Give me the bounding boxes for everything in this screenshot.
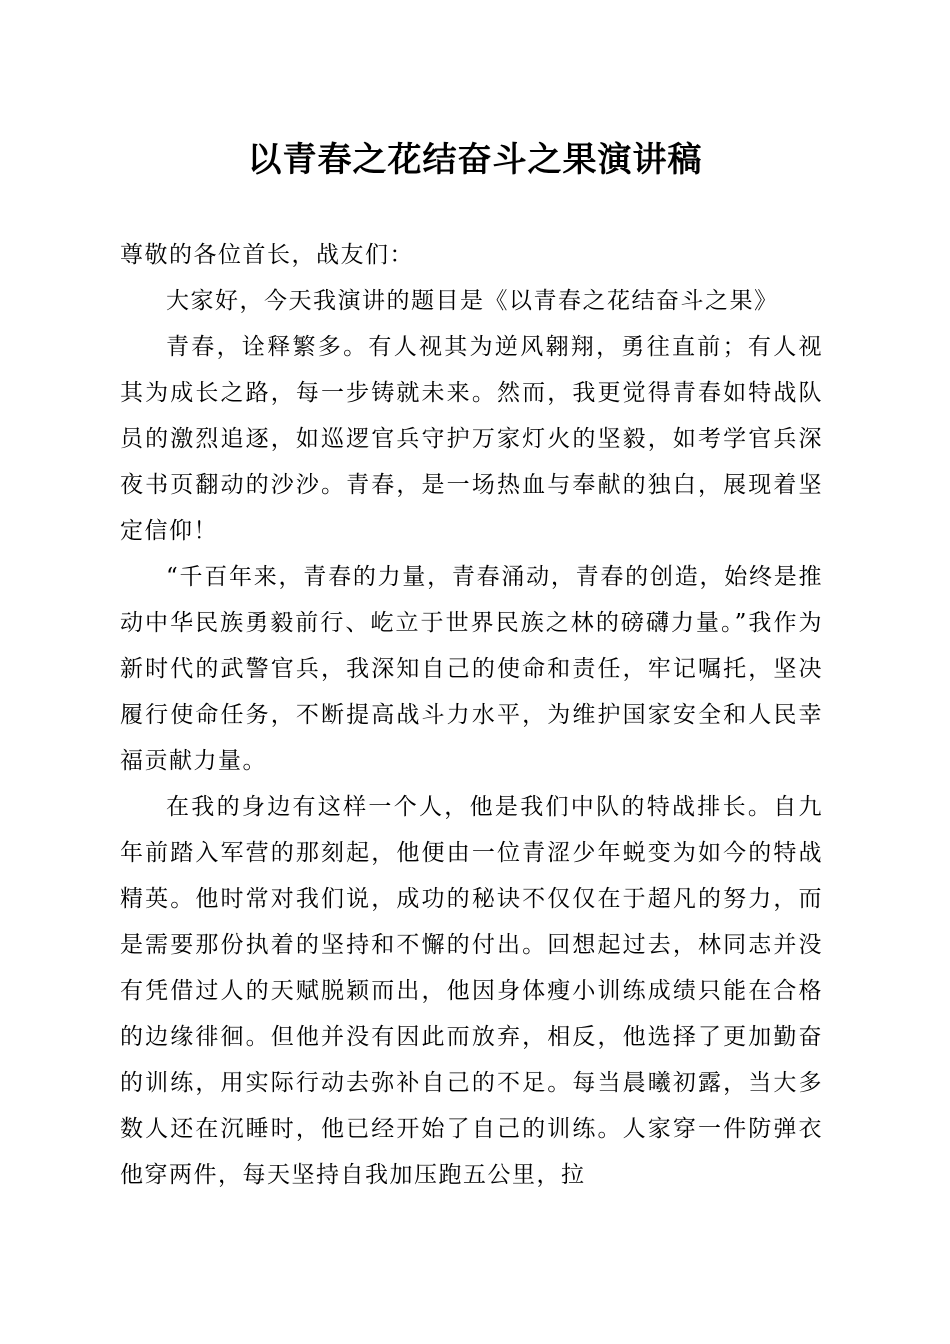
paragraph: 大家好，今天我演讲的题目是《以青春之花结奋斗之果》: [166, 288, 779, 314]
document-body: [120, 232, 823, 1198]
paragraph: “千百年来，青春的力量，青春涌动，青春的创造，始终是推动中华民族勇毅前行、屹立于世界民族之林的磅礴力量。”我作为新时代的武警官兵，我深知自己的使命和责任，牢记嘱托，坚决履行使命任务，不断提高战斗力水平，为维护国家安全和人民幸福贡献力量。: [120, 564, 823, 774]
document-title: 以青春之花结奋斗之果演讲稿: [247, 140, 703, 180]
salutation: 尊敬的各位首长，战友们：: [120, 242, 414, 268]
paragraph: 在我的身边有这样一个人，他是我们中队的特战排长。自九年前踏入军营的那刻起，他便由一位青涩少年蜕变为如今的特战精英。他时常对我们说，成功的秘诀不仅仅在于超凡的努力，而是需要那份执着的坚持和不懈的付出。回想起过去，林同志并没有凭借过人的天赋脱颖而出，他因身体瘦小训练成绩只能在合格的边缘徘徊。但他并没有因此而放弃，相反，他选择了更加勤奋的训练，用实际行动去弥补自己的不足。每当晨曦初露，当大多数人还在沉睡时，他已经开始了自己的训练。人家穿一件防弹衣他穿两件，每天坚持自我加压跑五公里，拉: [120, 794, 823, 1188]
paragraph: 青春，诠释繁多。有人视其为逆风翱翔，勇往直前；有人视其为成长之路，每一步铸就未来。然而，我更觉得青春如特战队员的激烈追逐，如巡逻官兵守护万家灯火的坚毅，如考学官兵深夜书页翻动的沙沙。青春，是一场热血与奉献的独白，展现着坚定信仰！: [120, 334, 823, 544]
